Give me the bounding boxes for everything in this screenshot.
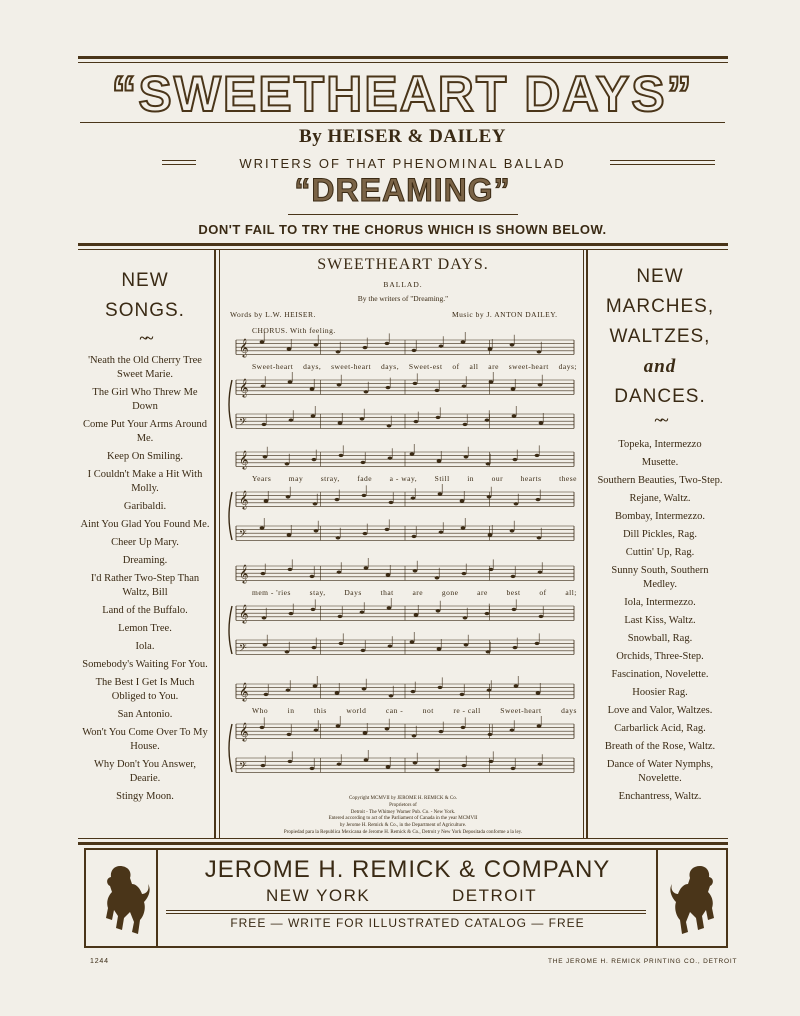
treble-clef-icon: 𝄞 bbox=[239, 450, 249, 469]
song-list-item: The Best I Get Is Much Obliged to You. bbox=[95, 677, 195, 702]
march-list-item: Rejane, Waltz. bbox=[629, 493, 691, 504]
music-note bbox=[486, 650, 491, 653]
lyric-word: all; bbox=[565, 588, 577, 597]
march-list-item: Sunny South, Southern Medley. bbox=[611, 565, 709, 590]
music-note bbox=[514, 684, 519, 687]
music-note bbox=[511, 767, 516, 770]
lyric-word: fade bbox=[357, 474, 373, 483]
music-note bbox=[362, 494, 367, 497]
march-list-item: Dill Pickles, Rag. bbox=[622, 529, 698, 540]
music-note bbox=[537, 536, 542, 539]
music-note bbox=[337, 383, 342, 386]
lyric-word: may bbox=[288, 474, 304, 483]
lyric-word: this bbox=[314, 706, 327, 715]
music-note bbox=[339, 454, 344, 457]
copyright-line: by Jerome H. Remick & Co., in the Department of Agriculture. bbox=[339, 823, 467, 829]
music-note bbox=[311, 414, 316, 417]
march-list-item: Orchids, Three-Step. bbox=[616, 651, 704, 662]
march-list-item: Iola, Intermezzo. bbox=[624, 597, 696, 608]
lyric-word: Sweet-heart bbox=[500, 706, 542, 715]
music-note bbox=[512, 414, 517, 417]
march-list-item: Hoosier Rag. bbox=[632, 687, 688, 698]
song-list-item: I Couldn't Make a Hit With Molly. bbox=[87, 469, 203, 494]
march-list-item: Last Kiss, Waltz. bbox=[624, 615, 696, 626]
music-note bbox=[412, 349, 417, 352]
music-note bbox=[260, 526, 265, 529]
lyric-word: Still bbox=[434, 474, 450, 483]
new-marches-heading-line5: DANCES. bbox=[614, 386, 706, 407]
publisher-box-left-outer bbox=[84, 848, 86, 948]
lyric-word: stay, bbox=[309, 588, 326, 597]
lyric-word: re - call bbox=[453, 706, 481, 715]
song-list-item: Dreaming. bbox=[122, 555, 168, 566]
music-note bbox=[538, 571, 543, 574]
song-list-item: Land of the Buffalo. bbox=[102, 605, 188, 616]
song-list-item: Won't You Come Over To My House. bbox=[82, 727, 208, 752]
song-list-item: 'Neath the Old Cherry Tree Sweet Marie. bbox=[88, 355, 202, 380]
music-note bbox=[510, 343, 515, 346]
song-list-item: Lemon Tree. bbox=[118, 623, 172, 634]
music-note bbox=[513, 458, 518, 461]
music-note bbox=[314, 529, 319, 532]
lyric-word: hearts bbox=[520, 474, 542, 483]
music-note bbox=[536, 498, 541, 501]
song-list-item: Garibaldi. bbox=[123, 501, 167, 512]
song-list-item: Iola. bbox=[135, 641, 155, 652]
piano-brace bbox=[229, 724, 232, 772]
music-note bbox=[310, 387, 315, 390]
song-list-item: Stingy Moon. bbox=[116, 791, 174, 802]
music-note bbox=[437, 459, 442, 462]
music-note bbox=[460, 693, 465, 696]
publisher-mid-rule-2 bbox=[166, 913, 646, 914]
music-note bbox=[388, 457, 393, 460]
piano-brace bbox=[229, 492, 232, 540]
city-new-york: NEW YORK bbox=[266, 886, 371, 905]
music-note bbox=[462, 764, 467, 767]
copyright-line: Detroit - The Whitney Warner Pub. Co. - New York. bbox=[350, 809, 456, 815]
music-note bbox=[514, 502, 519, 505]
new-songs-heading-line1: NEW bbox=[121, 270, 169, 291]
music-note bbox=[363, 532, 368, 535]
lion-right-shape bbox=[670, 866, 714, 934]
frame-bottom-rule-thin bbox=[78, 838, 728, 839]
music-note bbox=[313, 502, 318, 505]
music-note bbox=[336, 724, 341, 727]
treble-clef-icon: 𝄞 bbox=[239, 682, 249, 701]
music-note bbox=[311, 608, 316, 611]
music-note bbox=[463, 616, 468, 619]
music-note bbox=[386, 765, 391, 768]
music-note bbox=[263, 643, 268, 646]
music-note bbox=[312, 646, 317, 649]
music-note bbox=[436, 416, 441, 419]
music-note bbox=[360, 417, 365, 420]
music-note bbox=[439, 531, 444, 534]
music-note bbox=[260, 340, 265, 343]
song-list-item: The Girl Who Threw Me Down bbox=[92, 387, 198, 412]
march-list-item: Southern Beauties, Two-Step. bbox=[597, 475, 723, 486]
music-note bbox=[414, 613, 419, 616]
march-list-item: Love and Valor, Waltzes. bbox=[607, 705, 713, 716]
publisher-mid-rule-1 bbox=[166, 910, 646, 911]
music-note bbox=[511, 575, 516, 578]
music-note bbox=[489, 760, 494, 763]
lyric-word: Sweet-heart bbox=[252, 362, 294, 371]
lyric-line bbox=[252, 362, 577, 371]
lyric-word: days bbox=[561, 706, 577, 715]
music-note bbox=[285, 650, 290, 653]
music-note bbox=[288, 760, 293, 763]
music-note bbox=[310, 575, 315, 578]
piano-brace bbox=[229, 606, 232, 654]
new-marches-list bbox=[596, 438, 724, 808]
piano-brace bbox=[229, 380, 232, 428]
music-note bbox=[386, 573, 391, 576]
march-list-item: Musette. bbox=[641, 457, 679, 468]
music-note bbox=[337, 571, 342, 574]
music-note bbox=[437, 647, 442, 650]
music-note bbox=[411, 690, 416, 693]
treble-clef-icon: 𝄞 bbox=[239, 338, 249, 357]
lyric-word: Days bbox=[344, 588, 362, 597]
music-note bbox=[410, 452, 415, 455]
music-note bbox=[385, 727, 390, 730]
music-note bbox=[510, 729, 515, 732]
music-note bbox=[338, 615, 343, 618]
music-note bbox=[464, 455, 469, 458]
bass-clef-icon: 𝄢 bbox=[239, 642, 247, 656]
new-songs-heading-line2: SONGS. bbox=[105, 300, 185, 321]
music-note bbox=[510, 529, 515, 532]
lyric-word: stray, bbox=[320, 474, 340, 483]
dreaming-title: “DREAMING” bbox=[294, 172, 511, 208]
music-note bbox=[287, 733, 292, 736]
song-list-item: Somebody's Waiting For You. bbox=[82, 659, 208, 670]
music-note bbox=[388, 645, 393, 648]
music-note bbox=[411, 497, 416, 500]
music-note bbox=[262, 616, 267, 619]
music-note bbox=[288, 380, 293, 383]
music-note bbox=[339, 642, 344, 645]
march-list-item: Enchantress, Waltz. bbox=[618, 791, 702, 802]
music-note bbox=[511, 387, 516, 390]
and-word: and bbox=[643, 356, 677, 377]
music-note bbox=[338, 421, 343, 424]
publisher-box-right-inner bbox=[656, 848, 658, 948]
new-marches-heading-line1: NEW bbox=[636, 266, 684, 287]
march-list-item: Bombay, Intermezzo. bbox=[615, 511, 705, 522]
march-list-item: Topeka, Intermezzo bbox=[618, 439, 702, 450]
music-note bbox=[314, 343, 319, 346]
lyric-word: these bbox=[559, 474, 577, 483]
lyric-word: days, bbox=[303, 362, 322, 371]
music-note bbox=[261, 572, 266, 575]
bass-clef-icon: 𝄢 bbox=[239, 416, 247, 430]
music-note bbox=[361, 649, 366, 652]
lyric-word: of bbox=[452, 362, 460, 371]
song-list-item: Come Put Your Arms Around Me. bbox=[83, 419, 207, 444]
music-note bbox=[438, 686, 443, 689]
music-note bbox=[262, 423, 267, 426]
lyric-word: world bbox=[346, 706, 367, 715]
lyric-word: gone bbox=[441, 588, 459, 597]
lyric-word: our bbox=[491, 474, 504, 483]
lyric-word: days, bbox=[380, 362, 400, 371]
music-note bbox=[439, 730, 444, 733]
music-note bbox=[461, 726, 466, 729]
copyright-line: Entered according to act of the Parliament of Canada in the year MCMVII bbox=[328, 816, 478, 822]
lyric-line bbox=[252, 706, 577, 715]
music-note bbox=[439, 345, 444, 348]
music-note bbox=[413, 761, 418, 764]
march-list-item: Cuttin' Up, Rag. bbox=[625, 547, 695, 558]
music-note bbox=[364, 758, 369, 761]
music-note bbox=[460, 499, 465, 502]
treble-clef-icon: 𝄞 bbox=[239, 564, 249, 583]
music-note bbox=[335, 498, 340, 501]
song-title: “SWEETHEART DAYS” bbox=[111, 66, 694, 122]
music-note bbox=[435, 576, 440, 579]
music-note bbox=[436, 609, 441, 612]
frame-bottom-rule bbox=[78, 842, 728, 845]
lyric-line bbox=[252, 588, 577, 597]
copyright-line: Propiedad para la Republica Mexicana de Jerome H. Remick & Co., Detroit y New York Depositada conforme a la ley. bbox=[283, 829, 523, 835]
lyric-word: of bbox=[539, 588, 547, 597]
writers-line: WRITERS OF THAT PHENOMINAL BALLAD bbox=[239, 156, 566, 171]
printer-credit: THE JEROME H. REMICK PRINTING CO., DETROIT bbox=[548, 958, 738, 965]
lyric-word: a - way, bbox=[389, 474, 418, 483]
song-list-item: Aint You Glad You Found Me. bbox=[80, 519, 210, 530]
chorus-notice: DON'T FAIL TO TRY THE CHORUS WHICH IS SHOWN BELOW. bbox=[198, 222, 607, 237]
music-note bbox=[486, 462, 491, 465]
music-note bbox=[487, 495, 492, 498]
music-note bbox=[538, 383, 543, 386]
music-note bbox=[336, 350, 341, 353]
treble-clef-icon: 𝄞 bbox=[239, 722, 249, 741]
music-note bbox=[286, 495, 291, 498]
music-note bbox=[288, 568, 293, 571]
right-ornament: ~~ bbox=[654, 412, 666, 429]
lyric-word: can - bbox=[385, 706, 404, 715]
lyric-line bbox=[252, 474, 577, 483]
music-note bbox=[462, 572, 467, 575]
music-note bbox=[386, 386, 391, 389]
publisher-box-top bbox=[84, 848, 728, 850]
treble-clef-icon: 𝄞 bbox=[239, 490, 249, 509]
lyric-word: are bbox=[488, 362, 499, 371]
music-note bbox=[512, 608, 517, 611]
music-by-writers: By the writers of "Dreaming." bbox=[357, 294, 449, 303]
song-list-item: San Antonio. bbox=[117, 709, 173, 720]
music-note bbox=[488, 533, 493, 536]
music-note bbox=[310, 767, 315, 770]
song-list-item: Why Don't You Answer, Dearie. bbox=[93, 759, 197, 784]
publisher-box-bottom bbox=[84, 946, 728, 948]
music-note bbox=[464, 643, 469, 646]
music-note bbox=[414, 420, 419, 423]
music-note bbox=[389, 501, 394, 504]
music-note bbox=[485, 612, 490, 615]
music-note bbox=[362, 687, 367, 690]
music-note bbox=[488, 347, 493, 350]
music-note bbox=[485, 419, 490, 422]
copyright-notice bbox=[228, 796, 578, 837]
music-by: Music by J. ANTON DAILEY. bbox=[452, 310, 558, 319]
music-note bbox=[535, 454, 540, 457]
lyric-word: are bbox=[477, 588, 488, 597]
words-by: Words by L.W. HEISER. bbox=[230, 310, 316, 319]
music-note bbox=[513, 646, 518, 649]
music-note bbox=[539, 615, 544, 618]
lyric-word: that bbox=[380, 588, 394, 597]
march-list-item: Carbarlick Acid, Rag. bbox=[614, 723, 706, 734]
music-note bbox=[260, 726, 265, 729]
new-marches-heading-line2: MARCHES, bbox=[605, 296, 715, 317]
lyric-word: all bbox=[469, 362, 479, 371]
march-list-item: Breath of the Rose, Waltz. bbox=[604, 741, 716, 752]
song-list-item: I'd Rather Two-Step Than Waltz, Bill bbox=[90, 573, 200, 598]
publisher-name: JEROME H. REMICK & COMPANY bbox=[204, 856, 611, 883]
song-list-item: Cheer Up Mary. bbox=[111, 537, 179, 548]
music-note bbox=[387, 606, 392, 609]
music-note bbox=[314, 729, 319, 732]
music-note bbox=[335, 691, 340, 694]
music-note bbox=[462, 385, 467, 388]
march-list-item: Dance of Water Nymphs, Novelette. bbox=[606, 759, 714, 784]
bass-clef-icon: 𝄢 bbox=[239, 528, 247, 542]
music-note bbox=[535, 642, 540, 645]
lyric-word: Years bbox=[252, 474, 272, 483]
music-note bbox=[363, 731, 368, 734]
music-note bbox=[264, 693, 269, 696]
lion-emblem-left bbox=[100, 860, 156, 940]
music-note bbox=[261, 385, 266, 388]
music-title: SWEETHEART DAYS. bbox=[317, 256, 489, 273]
lyric-word: best bbox=[506, 588, 521, 597]
music-note bbox=[263, 455, 268, 458]
music-note bbox=[537, 724, 542, 727]
lyric-word: not bbox=[422, 706, 434, 715]
music-note bbox=[363, 346, 368, 349]
music-note bbox=[461, 340, 466, 343]
music-note bbox=[413, 569, 418, 572]
music-subtitle: BALLAD. bbox=[383, 280, 423, 289]
music-note bbox=[412, 734, 417, 737]
music-note bbox=[312, 458, 317, 461]
music-note bbox=[413, 382, 418, 385]
plate-number: 1244 bbox=[90, 958, 109, 965]
copyright-line: Proprietors of bbox=[389, 802, 417, 808]
music-note bbox=[336, 536, 341, 539]
music-note bbox=[289, 612, 294, 615]
treble-clef-icon: 𝄞 bbox=[239, 604, 249, 623]
music-note bbox=[289, 419, 294, 422]
music-note bbox=[287, 533, 292, 536]
music-note bbox=[410, 640, 415, 643]
lyric-word: sweet-heart bbox=[331, 362, 372, 371]
bass-clef-icon: 𝄢 bbox=[239, 760, 247, 774]
new-marches-heading-line3: WALTZES, bbox=[609, 326, 711, 347]
music-note bbox=[364, 390, 369, 393]
lyric-word: Sweet-est bbox=[408, 362, 443, 371]
music-note bbox=[360, 611, 365, 614]
byline: By HEISER & DAILEY bbox=[299, 126, 506, 147]
publisher-box-right-outer bbox=[726, 848, 728, 948]
music-note bbox=[364, 566, 369, 569]
music-note bbox=[412, 535, 417, 538]
music-note bbox=[287, 347, 292, 350]
music-note bbox=[286, 689, 291, 692]
lyric-word: mem - 'ries bbox=[252, 588, 291, 597]
music-note bbox=[337, 763, 342, 766]
city-detroit: DETROIT bbox=[452, 886, 538, 905]
music-note bbox=[285, 462, 290, 465]
march-list-item: Fascination, Novelette. bbox=[611, 669, 709, 680]
music-note bbox=[539, 421, 544, 424]
music-note bbox=[461, 526, 466, 529]
music-note bbox=[536, 691, 541, 694]
lyric-word: Who bbox=[252, 706, 269, 715]
music-note bbox=[488, 733, 493, 736]
music-note bbox=[487, 689, 492, 692]
music-note bbox=[385, 342, 390, 345]
music-note bbox=[264, 499, 269, 502]
music-note bbox=[435, 389, 440, 392]
copyright-line: Copyright MCMVII by JEROME H. REMICK & Co. bbox=[349, 796, 457, 801]
music-note bbox=[389, 694, 394, 697]
music-note bbox=[537, 350, 542, 353]
music-note bbox=[313, 684, 318, 687]
lyric-word: are bbox=[412, 588, 424, 597]
music-note bbox=[538, 763, 543, 766]
music-note bbox=[261, 764, 266, 767]
music-note bbox=[361, 461, 366, 464]
music-note bbox=[435, 768, 440, 771]
music-note bbox=[489, 380, 494, 383]
music-note bbox=[489, 568, 494, 571]
lion-emblem-right bbox=[664, 860, 720, 940]
music-note bbox=[387, 424, 392, 427]
lyric-word: in bbox=[467, 474, 475, 483]
free-catalog-line: FREE — WRITE FOR ILLUSTRATED CATALOG — FREE bbox=[230, 916, 585, 930]
new-marches-heading bbox=[592, 262, 728, 412]
music-note bbox=[385, 528, 390, 531]
treble-clef-icon: 𝄞 bbox=[239, 378, 249, 397]
new-marches-heading-line4 bbox=[592, 352, 728, 382]
left-ornament: ~~ bbox=[139, 330, 151, 347]
lion-left-shape bbox=[106, 866, 150, 934]
tempo-marking: CHORUS. With feeling. bbox=[252, 326, 336, 335]
publisher-box-left-inner bbox=[156, 848, 158, 948]
lyric-word: in bbox=[287, 706, 295, 715]
lyric-word: days; bbox=[558, 362, 577, 371]
music-note bbox=[463, 423, 468, 426]
music-note bbox=[438, 492, 443, 495]
song-list-item: Keep On Smiling. bbox=[106, 451, 184, 462]
march-list-item: Snowball, Rag. bbox=[627, 633, 693, 644]
lyric-word: sweet-heart bbox=[508, 362, 549, 371]
